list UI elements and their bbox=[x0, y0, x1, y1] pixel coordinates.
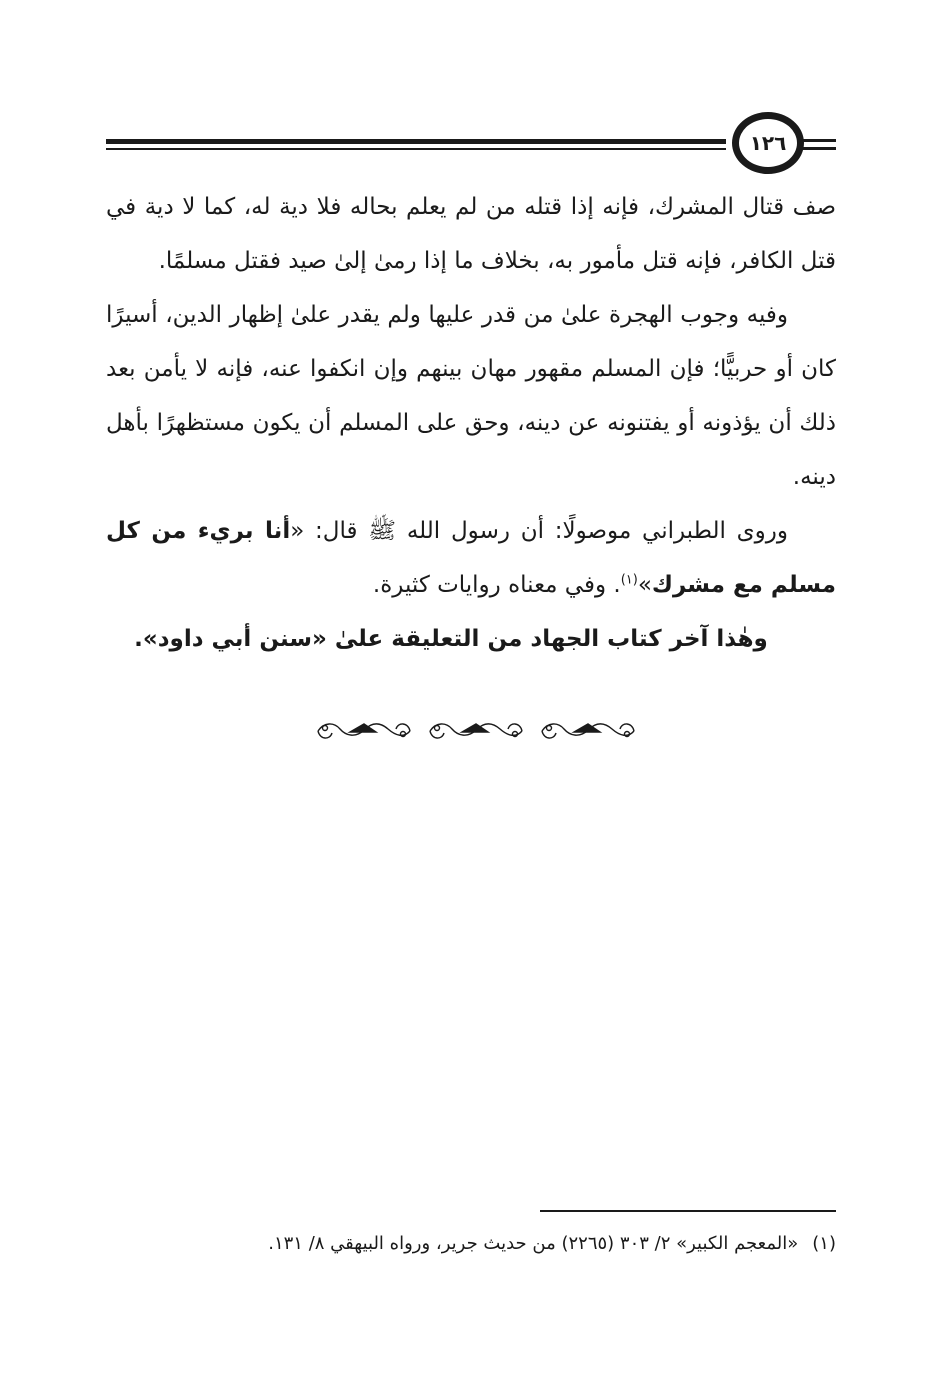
hadith-quote: أنا بريء من كل مسلم مع مشرك bbox=[106, 518, 836, 598]
floral-divider-icon bbox=[310, 716, 640, 746]
footnote bbox=[106, 1226, 836, 1262]
page-number: ١٢٦ bbox=[749, 131, 787, 155]
header-rule-thin bbox=[106, 148, 726, 150]
paragraph-text: وروى الطبراني موصولًا: أن رسول الله ﷺ قال: « bbox=[290, 518, 788, 544]
main-text bbox=[106, 180, 836, 666]
paragraph-text: . وفي معناه روايات كثيرة. bbox=[372, 572, 621, 598]
page-number-badge bbox=[732, 112, 804, 174]
footnote-separator bbox=[540, 1210, 836, 1212]
ornament-unit bbox=[318, 724, 410, 738]
footnote-marker: (١) bbox=[812, 1233, 836, 1254]
header-rule-tail bbox=[802, 147, 836, 150]
footnote-reference: (١) bbox=[620, 572, 638, 588]
paragraph: صف قتال المشرك، فإنه إذا قتله من لم يعلم بحاله فلا دية له، كما لا دية في قتل الكافر، فإنه قتل مأمور به، بخلاف ما إذا رمىٰ إلىٰ صيد فقتل مسلمًا. bbox=[106, 194, 836, 274]
quote-close: » bbox=[637, 572, 652, 598]
paragraph: وفيه وجوب الهجرة علىٰ من قدر عليها ولم يقدر علىٰ إظهار الدين، أسيرًا كان أو حربيًّا؛ فإن المسلم مقهور مهان بينهم وإن انكفوا عنه، فإنه لا يأمن بعد ذلك أن يؤذونه أو يفتنونه عن دينه، وحق على المسلم أن يكون مستظهرًا بأهل دينه. bbox=[106, 302, 836, 490]
header-rule-thick bbox=[106, 139, 726, 144]
ornament-unit bbox=[430, 724, 522, 738]
header-rule-tail bbox=[802, 139, 836, 142]
paragraph bbox=[106, 504, 836, 612]
closing-line: وهٰذا آخر كتاب الجهاد من التعليقة علىٰ «سنن أبي داود». bbox=[134, 626, 768, 652]
ornament-unit bbox=[542, 724, 634, 738]
footnote-text: «المعجم الكبير» ٢/ ٣٠٣ (٢٢٦٥) من حديث جرير، ورواه البيهقي ٨/ ١٣١. bbox=[268, 1233, 799, 1254]
